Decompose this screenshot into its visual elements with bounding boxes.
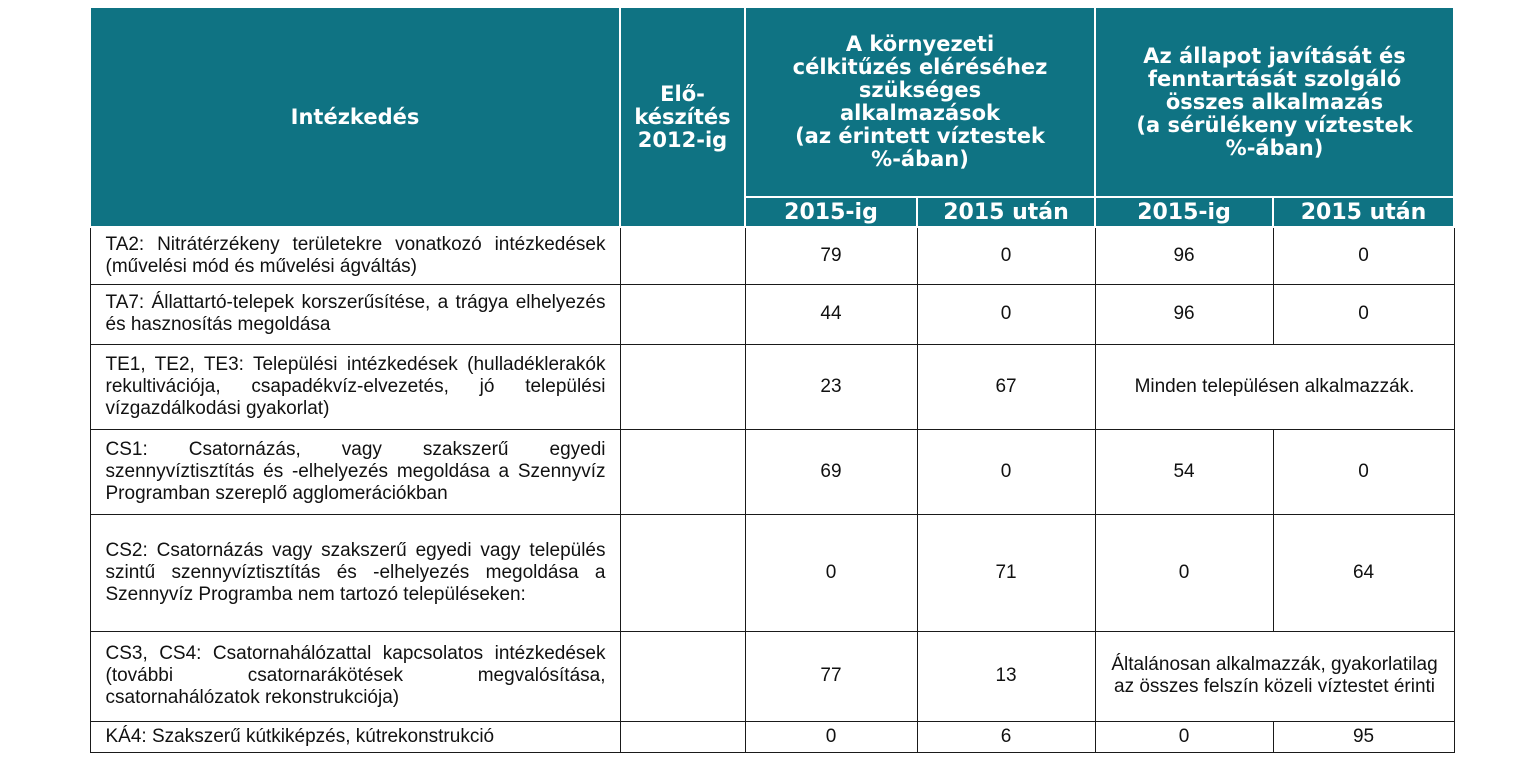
value-cell: 0 — [1273, 227, 1454, 284]
table-row — [90, 631, 1454, 721]
value-cell: 67 — [917, 344, 1095, 429]
value-cell: 23 — [745, 344, 917, 429]
prep-cell — [620, 721, 745, 752]
header-sub-after-2015: 2015 után — [1273, 197, 1454, 227]
prep-cell — [620, 344, 745, 429]
measure-name: KÁ4: Szakszerű kútkiképzés, kútrekonstrukció — [90, 721, 620, 752]
value-cell: 44 — [745, 284, 917, 344]
value-cell: 96 — [1095, 284, 1273, 344]
header-preparation: Elő- készítés 2012-ig — [620, 7, 745, 227]
header-group-all-applications: Az állapot javítását és fenntartását szolgáló összes alkalmazás (a sérülékeny víztestek %-ában) — [1095, 7, 1454, 197]
value-cell: 79 — [745, 227, 917, 284]
measure-name: CS3, CS4: Csatornahálózattal kapcsolatos intézkedések (további csatornarákötések megvalósítása, csatornahálózatok rekonstrukciója) — [90, 631, 620, 721]
value-cell: 0 — [745, 721, 917, 752]
value-cell: 64 — [1273, 514, 1454, 631]
prep-cell — [620, 284, 745, 344]
header-sub-until-2015: 2015-ig — [745, 197, 917, 227]
header-sub-until-2015: 2015-ig — [1095, 197, 1273, 227]
value-cell: 0 — [1095, 514, 1273, 631]
value-cell: 0 — [1273, 284, 1454, 344]
value-cell: 13 — [917, 631, 1095, 721]
measure-name: TA7: Állattartó-telepek korszerűsítése, a trágya elhelyezés és hasznosítás megoldása — [90, 284, 620, 344]
value-cell: 0 — [745, 514, 917, 631]
value-cell: 0 — [1095, 721, 1273, 752]
value-cell: 69 — [745, 429, 917, 514]
table-row — [90, 429, 1454, 514]
merged-note-cell: Minden településen alkalmazzák. — [1095, 344, 1454, 429]
value-cell: 95 — [1273, 721, 1454, 752]
header-measure: Intézkedés — [90, 7, 620, 227]
value-cell: 6 — [917, 721, 1095, 752]
measure-name: TA2: Nitrátérzékeny területekre vonatkozó intézkedések (művelési mód és művelési ágváltás) — [90, 227, 620, 284]
prep-cell — [620, 631, 745, 721]
value-cell: 96 — [1095, 227, 1273, 284]
value-cell: 0 — [917, 284, 1095, 344]
prep-cell — [620, 227, 745, 284]
value-cell: 77 — [745, 631, 917, 721]
table-row — [90, 284, 1454, 344]
measure-name: CS2: Csatornázás vagy szakszerű egyedi vagy település szintű szennyvíztisztítás és -elhelyezés megoldása a Szennyvíz Programba nem tartozó településeken: — [90, 514, 620, 631]
value-cell: 0 — [917, 227, 1095, 284]
value-cell: 54 — [1095, 429, 1273, 514]
table-row — [90, 514, 1454, 631]
table-row — [90, 721, 1454, 752]
merged-note-cell: Általánosan alkalmazzák, gyakorlatilag az összes felszín közeli víztestet érinti — [1095, 631, 1454, 721]
measure-name: TE1, TE2, TE3: Települési intézkedések (hulladéklerakók rekultivációja, csapadékvíz-elvezetés, jó települési vízgazdálkodási gyakorlat) — [90, 344, 620, 429]
value-cell: 0 — [917, 429, 1095, 514]
header-group-environmental-goal: A környezeti célkitűzés eléréséhez szükséges alkalmazások (az érintett víztestek %-ában) — [745, 7, 1095, 197]
prep-cell — [620, 514, 745, 631]
header-sub-after-2015: 2015 után — [917, 197, 1095, 227]
table-row — [90, 344, 1454, 429]
value-cell: 71 — [917, 514, 1095, 631]
prep-cell — [620, 429, 745, 514]
value-cell: 0 — [1273, 429, 1454, 514]
table-row — [90, 227, 1454, 284]
measure-name: CS1: Csatornázás, vagy szakszerű egyedi szennyvíztisztítás és -elhelyezés megoldása a Szennyvíz Programban szereplő agglomerációkban — [90, 429, 620, 514]
measures-table — [89, 6, 1455, 753]
